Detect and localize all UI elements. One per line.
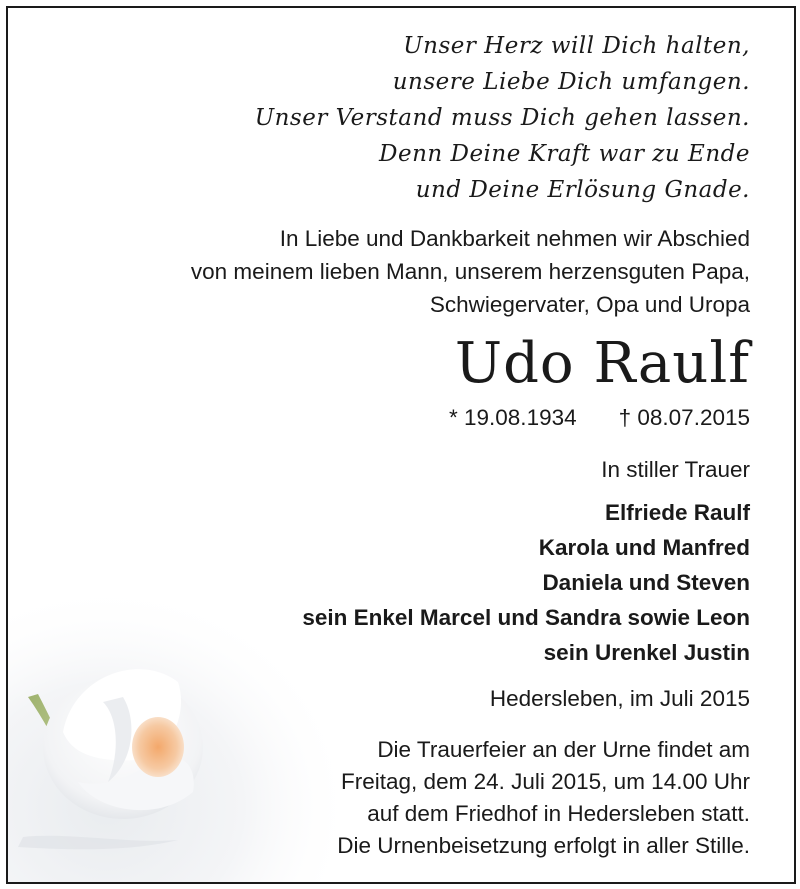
funeral-line: auf dem Friedhof in Hedersleben statt. (367, 801, 750, 826)
family-member: Karola und Manfred (538, 535, 750, 560)
place-date: Hedersleben, im Juli 2015 (489, 686, 750, 711)
intro-line: In Liebe und Dankbarkeit nehmen wir Abschied (279, 226, 750, 251)
life-dates (50, 403, 750, 433)
obituary-frame (6, 6, 796, 884)
family-member: Daniela und Steven (542, 570, 750, 595)
obituary-text (50, 8, 750, 862)
intro-line: von meinem lieben Mann, unserem herzensguten Papa, (190, 259, 750, 284)
intro-line: Schwiegervater, Opa und Uropa (429, 292, 750, 317)
family-member: sein Urenkel Justin (543, 640, 750, 665)
death-date: † 08.07.2015 (618, 405, 750, 430)
family-list (50, 495, 750, 670)
poem (50, 28, 750, 208)
intro-text (50, 222, 750, 321)
family-member: sein Enkel Marcel und Sandra sowie Leon (302, 605, 750, 630)
poem-line: Unser Verstand muss Dich gehen lassen. (254, 105, 750, 131)
funeral-line: Die Urnenbeisetzung erfolgt in aller Stille. (337, 833, 750, 858)
funeral-line: Die Trauerfeier an der Urne findet am (377, 737, 750, 762)
poem-line: unsere Liebe Dich umfangen. (392, 69, 750, 95)
funeral-info (50, 734, 750, 862)
birth-date: * 19.08.1934 (449, 405, 577, 430)
funeral-line: Freitag, dem 24. Juli 2015, um 14.00 Uhr (341, 769, 750, 794)
mourning-heading: In stiller Trauer (601, 457, 750, 482)
poem-line: und Deine Erlösung Gnade. (415, 177, 750, 203)
poem-line: Unser Herz will Dich halten, (403, 33, 750, 59)
family-member: Elfriede Raulf (604, 500, 750, 525)
poem-line: Denn Deine Kraft war zu Ende (379, 141, 750, 167)
deceased-name: Udo Raulf (454, 331, 750, 396)
